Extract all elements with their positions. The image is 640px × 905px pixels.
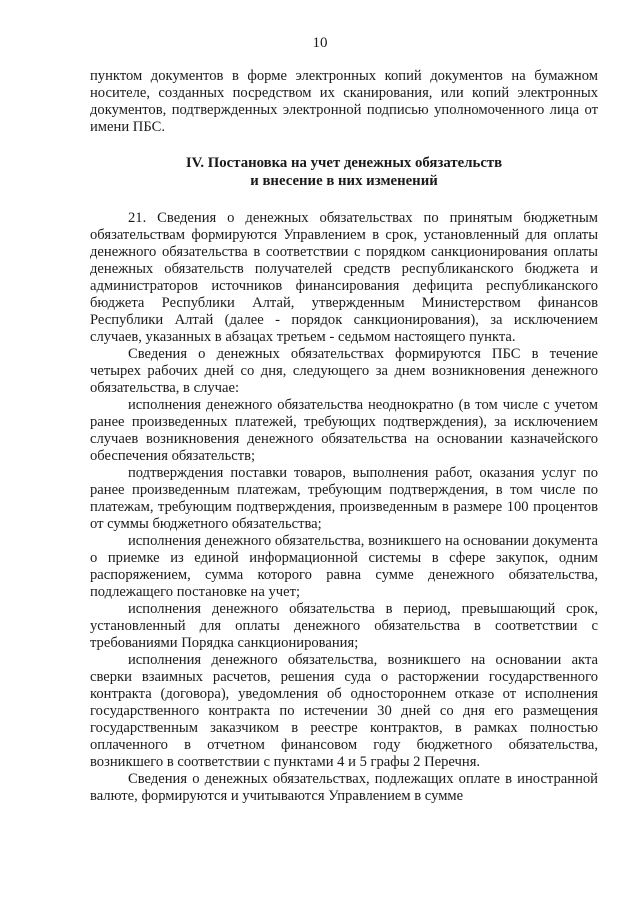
paragraph: Сведения о денежных обязательствах, подлежащих оплате в иностранной валюте, формируются и учитываются Управлением в сумме [90, 771, 598, 804]
intro-paragraph: пунктом документов в форме электронных копий документов на бумажном носителе, созданных посредством их сканирования, или копий электронных документов, подтвержденных электронной подписью уполномоченного лица от имени ПБС. [90, 68, 598, 135]
paragraph-21: 21. Сведения о денежных обязательствах по принятым бюджетным обязательствам формируются Управлением в срок, установленный для оплаты денежного обязательства в соответствии с порядком санкционирования оплаты денежных обязательств получателей средств республиканского бюджета и администраторов источников финансирования дефицита республиканского бюджета Республики Алтай, утвержденным Министерством финансов Республики Алтай (далее - порядок санкционирования), за исключением случаев, указанных в абзацах третьем - седьмом настоящего пункта. [90, 210, 598, 345]
section-heading-line-2: и внесение в них изменений [250, 173, 438, 189]
section-heading [90, 154, 598, 190]
page-number: 10 [312, 35, 328, 51]
document-body [90, 68, 598, 805]
paragraph: исполнения денежного обязательства в период, превышающий срок, установленный для оплаты денежного обязательства в соответствии с требованиями Порядка санкционирования; [90, 601, 598, 651]
paragraph: исполнения денежного обязательства, возникшего на основании документа о приемке из единой информационной системы в сфере закупок, одним распоряжением, сумма которого равна сумме денежного обязательства, подлежащего постановке на учет; [90, 533, 598, 600]
paragraph: исполнения денежного обязательства, возникшего на основании акта сверки взаимных расчетов, решения суда о расторжении государственного контракта (договора), уведомления об одностороннем отказе от исполнения государственного контракта по истечении 30 дней со дня его размещения государственным заказчиком в реестре контрактов, в рамках полностью оплаченного в отчетном финансовом году бюджетного обязательства, возникшего в соответствии с пунктами 4 и 5 графы 2 Перечня. [90, 652, 598, 770]
paragraph: исполнения денежного обязательства неоднократно (в том числе с учетом ранее произведенных платежей, требующих подтверждения), за исключением случаев возникновения денежного обязательства на основании казначейского обеспечения обязательств; [90, 397, 598, 464]
paragraph: Сведения о денежных обязательствах формируются ПБС в течение четырех рабочих дней со дня, следующего за днем возникновения денежного обязательства, в случае: [90, 346, 598, 396]
section-heading-line-1: IV. Постановка на учет денежных обязательств [185, 155, 503, 171]
paragraph: подтверждения поставки товаров, выполнения работ, оказания услуг по ранее произведенным платежам, требующим подтверждения, в том числе по платежам, требующим подтверждения, произведенным в размере 100 процентов от суммы бюджетного обязательства; [90, 465, 598, 532]
